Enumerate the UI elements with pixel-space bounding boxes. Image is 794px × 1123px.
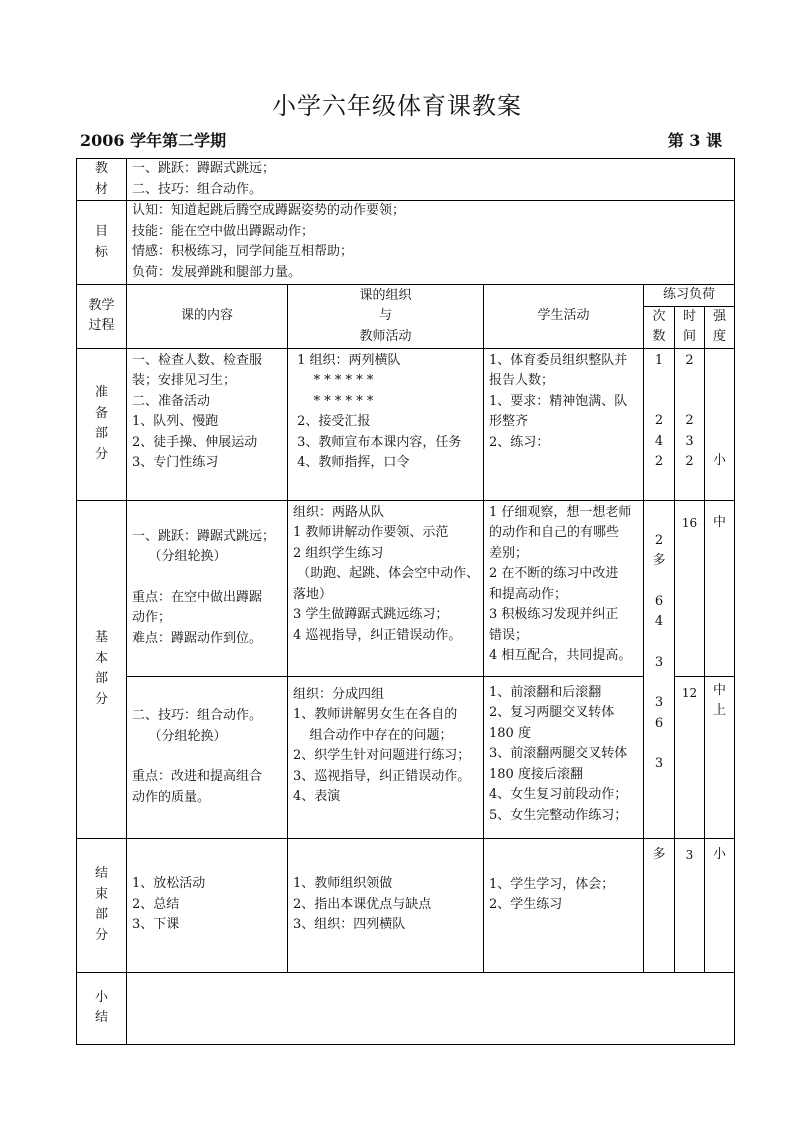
lesson-number: 第 3 课 <box>667 131 722 150</box>
teaching-material-content: 一、跳跃：蹲踞式跳远； 二、技巧：组合动作。 <box>127 159 735 201</box>
basic-jump-intensity: 中 <box>705 500 735 676</box>
term-label: 2006 学年第二学期 <box>80 131 227 150</box>
basic-jump-student: 1 仔细观察，想一想老师 的动作和自己的有哪些 差别； 2 在不断的练习中改进 和提高动作； 3 积极练习发现并纠正 错误； 4 相互配合，共同提高。 <box>484 500 644 676</box>
prep-duration: 2 2 3 2 <box>675 348 705 500</box>
prep-student: 1、体育委员组织整队并 报告人数； 1、要求：精神饱满、队 形整齐 2、练习： <box>484 348 644 500</box>
objectives-content: 认知：知道起跳后腾空成蹲踞姿势的动作要领； 技能：能在空中做出蹲踞动作； 情感：积极练习，同学间能互相帮助； 负荷：发展弹跳和腿部力量。 <box>127 201 735 285</box>
summary-row <box>77 972 735 1044</box>
basic-row-1 <box>77 500 735 676</box>
ending-intensity: 小 <box>705 838 735 972</box>
summary-content <box>127 972 735 1044</box>
basic-jump-organization: 组织：两路从队 1 教师讲解动作要领、示范 2 组织学生练习 （助跑、起跳、体会空中动作、 落地） 3 学生做蹲踞式跳远练习； 4 巡视指导，纠正错误动作。 <box>288 500 484 676</box>
prep-organization: 1 组织：两列横队 * * * * * * * * * * * * 2、接受汇报 3、教师宣布本课内容，任务 4、教师指挥，口令 <box>288 348 484 500</box>
teaching-material-label: 教 材 <box>77 159 127 201</box>
ending-times: 多 <box>644 838 675 972</box>
basic-gym-content: 二、技巧：组合动作。 （分组轮换） 重点：改进和提高组合 动作的质量。 <box>127 676 288 838</box>
header-intensity: 强 度 <box>705 306 735 348</box>
lesson-plan-table <box>76 158 735 1045</box>
ending-student: 1、学生学习，体会； 2、学生练习 <box>484 838 644 972</box>
header-student: 学生活动 <box>484 285 644 349</box>
header-process: 教学 过程 <box>77 285 127 349</box>
prep-label: 准 备 部 分 <box>77 348 127 500</box>
prep-intensity: 小 <box>705 348 735 500</box>
teaching-material-row <box>77 159 735 201</box>
basic-gym-organization: 组织：分成四组 1、教师讲解男女生在各自的 组合动作中存在的问题； 2、织学生针对问题进行练习； 3、巡视指导，纠正错误动作。 4、表演 <box>288 676 484 838</box>
summary-label: 小 结 <box>77 972 127 1044</box>
page-title: 小学六年级体育课教案 <box>272 92 522 120</box>
basic-gym-intensity: 中 上 <box>705 676 735 838</box>
header-load: 练习负荷 <box>644 285 735 307</box>
basic-times: 2 多 6 4 3 3 6 3 <box>644 500 675 838</box>
ending-duration: 3 <box>675 838 705 972</box>
ending-organization: 1、教师组织领做 2、指出本课优点与缺点 3、组织：四列横队 <box>288 838 484 972</box>
basic-row-2 <box>77 676 735 838</box>
header-times: 次 数 <box>644 306 675 348</box>
basic-label: 基 本 部 分 <box>77 500 127 838</box>
basic-gym-duration: 12 <box>675 676 705 838</box>
ending-label: 结 束 部 分 <box>77 838 127 972</box>
header-organization: 课的组织 与 教师活动 <box>288 285 484 349</box>
objectives-label: 目 标 <box>77 201 127 285</box>
basic-jump-content: 一、跳跃：蹲踞式跳远； （分组轮换） 重点：在空中做出蹲踞 动作； 难点：蹲踞动作到位。 <box>127 500 288 676</box>
ending-content: 1、放松活动 2、总结 3、下课 <box>127 838 288 972</box>
prep-content: 一、检查人数、检查服 装；安排见习生； 二、准备活动 1、队列、慢跑 2、徒手操、伸展运动 3、专门性练习 <box>127 348 288 500</box>
header-content: 课的内容 <box>127 285 288 349</box>
prep-times: 1 2 4 2 <box>644 348 675 500</box>
ending-row <box>77 838 735 972</box>
basic-jump-duration: 16 <box>675 500 705 676</box>
objectives-row <box>77 201 735 285</box>
basic-gym-student: 1、前滚翻和后滚翻 2、复习两腿交叉转体 180 度 3、前滚翻两腿交叉转体 180 度接后滚翻 4、女生复习前段动作； 5、女生完整动作练习； <box>484 676 644 838</box>
header-row-1 <box>77 285 735 307</box>
header-duration: 时 间 <box>675 306 705 348</box>
prep-row <box>77 348 735 500</box>
